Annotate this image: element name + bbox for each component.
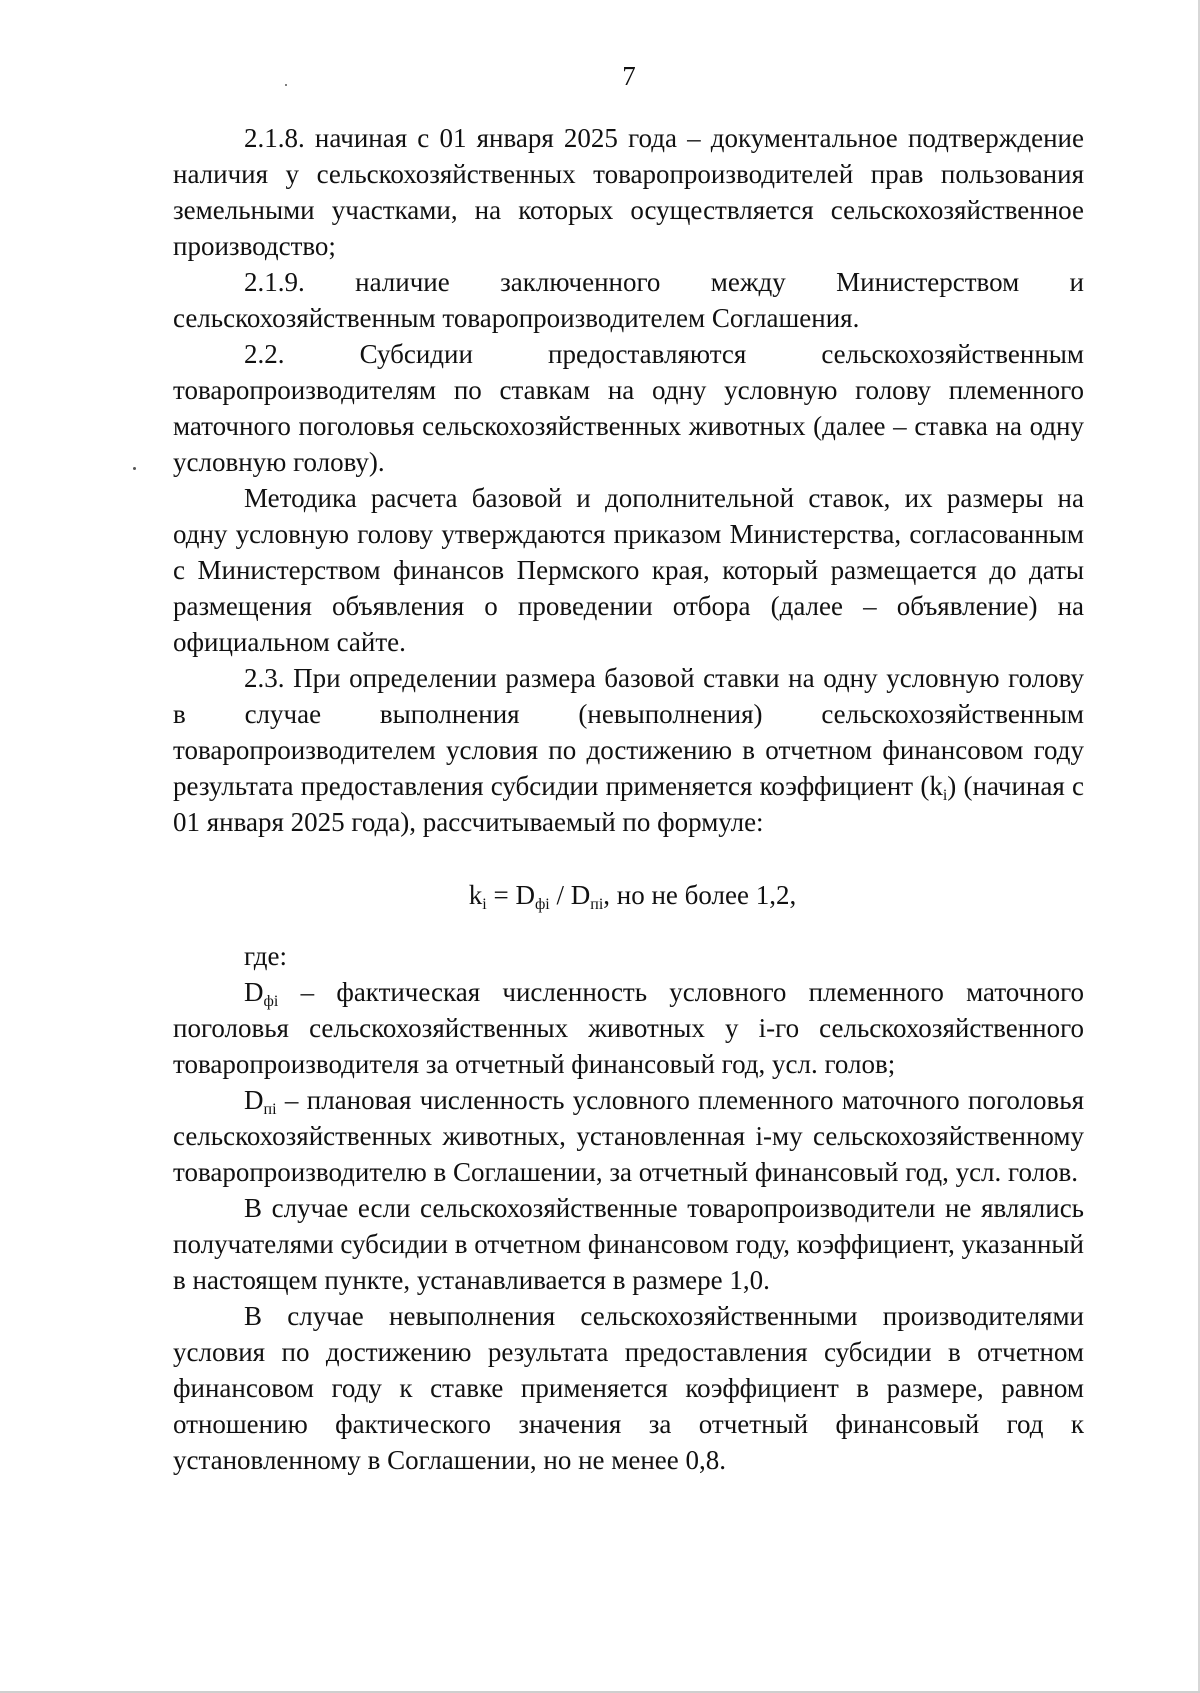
- formula-equals: =: [486, 880, 516, 910]
- definition-d-actual-symbol: D: [244, 977, 264, 1007]
- scan-speck: [285, 84, 287, 86]
- formula-d-planned: D: [570, 880, 591, 910]
- definition-d-actual-text: – фактическая численность условного племенного маточного поголовья сельскохозяйственных животных у i-го сельскохозяйственного товаропроизводителя за отчетный финансовый год, усл. голов;: [173, 977, 1084, 1079]
- paragraph-2-1-9: 2.1.9. наличие заключенного между Министерством и сельскохозяйственным товаропроизводителем Соглашения.: [173, 267, 1084, 333]
- formula-d-actual-subscript: фi: [534, 896, 550, 913]
- paragraph-non-recipients: В случае если сельскохозяйственные товаропроизводители не являлись получателями субсидии в отчетном финансовом году, коэффициент, указанный в настоящем пункте, устанавливается в размере 1,0.: [173, 1193, 1084, 1295]
- where-label: где:: [244, 941, 287, 971]
- definition-d-planned-symbol: D: [244, 1085, 264, 1115]
- formula-k: k: [468, 880, 483, 910]
- definition-d-actual-subscript: фi: [263, 993, 279, 1010]
- formula-k-subscript: i: [482, 896, 487, 913]
- paragraph-non-fulfillment: В случае невыполнения сельскохозяйственными производителями условия по достижению результата предоставления субсидии в отчетном финансовом году к ставке применяется коэффициент в размере, равном отношению фактического значения за отчетный финансовый год к установленному в Соглашении, но не менее 0,8.: [173, 1301, 1084, 1475]
- paragraph-methodology: Методика расчета базовой и дополнительной ставок, их размеры на одну условную голову утверждаются приказом Министерства, согласованным с Министерством финансов Пермского края, который размещается до даты размещения объявления о проведении отбора (далее – объявление) на официальном сайте.: [173, 483, 1084, 657]
- formula-d-actual: D: [515, 880, 535, 910]
- scan-speck: [133, 467, 136, 470]
- formula-tail: , но не более 1,2,: [603, 880, 797, 910]
- formula-d-planned-subscript: пi: [590, 896, 604, 913]
- paragraph-2-2: 2.2. Субсидии предоставляются сельскохозяйственным товаропроизводителям по ставкам на одну условную голову племенного маточного поголовья сельскохозяйственных животных (далее – ставка на одну условную голову).: [173, 339, 1084, 477]
- paragraph-2-3-tail: ) (начиная с 01 января 2025 года), рассчитываемый по формуле:: [173, 771, 1084, 837]
- paragraph-2-3-text: 2.3. При определении размера базовой ставки на одну условную голову в случае выполнения (невыполнения) сельскохозяйственным товаропроизводителем условия по достижению в отчетном финансовом году результата предоставления субсидии применяется коэффициент (k: [173, 663, 1084, 801]
- coefficient-formula: [173, 877, 1084, 913]
- definition-d-planned-text: – плановая численность условного племенного маточного поголовья сельскохозяйственных животных, установленная i-му сельскохозяйственному товаропроизводителю в Соглашении, за отчетный финансовый год, усл. голов.: [173, 1085, 1084, 1187]
- document-body: [173, 120, 1084, 1478]
- coefficient-subscript: i: [942, 787, 948, 804]
- definition-d-actual: [173, 974, 1084, 1082]
- formula-division: /: [549, 880, 571, 910]
- page-number: 7: [622, 61, 636, 91]
- paragraph-2-1-8: 2.1.8. начиная с 01 января 2025 года – документальное подтверждение наличия у сельскохозяйственных товаропроизводителей прав пользования земельными участками, на которых осуществляется сельскохозяйственное производство;: [173, 123, 1084, 261]
- definition-d-planned-subscript: пi: [263, 1101, 277, 1118]
- paragraph-2-3: [173, 660, 1084, 840]
- definition-d-planned: [173, 1082, 1084, 1190]
